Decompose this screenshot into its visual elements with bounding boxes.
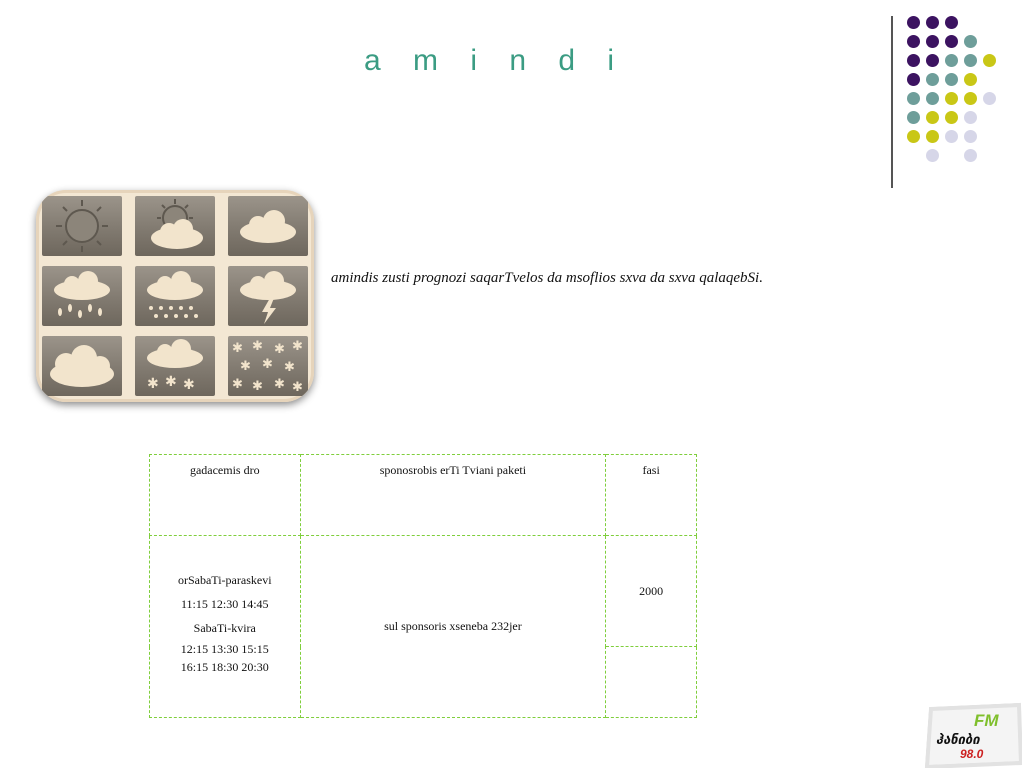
decorative-dot [926, 130, 939, 143]
decorative-dot [926, 111, 939, 124]
svg-text:✱: ✱ [274, 342, 285, 357]
svg-text:✱: ✱ [274, 377, 285, 392]
decorative-dot [926, 149, 939, 162]
svg-text:✱: ✱ [183, 377, 195, 393]
decorative-dot [926, 54, 939, 67]
pricing-table [149, 454, 697, 718]
decorative-dot [926, 73, 939, 86]
header-price: fasi [606, 455, 697, 536]
decorative-dot [945, 16, 958, 29]
svg-text:✱: ✱ [292, 380, 303, 395]
decorative-dot [945, 130, 958, 143]
sponsor-mentions-cell: sul sponsoris xseneba 232jer [300, 536, 606, 718]
decorative-dot [964, 92, 977, 105]
decorative-dot [945, 73, 958, 86]
svg-text:✱: ✱ [284, 360, 295, 375]
decorative-dot [964, 54, 977, 67]
radio-logo [922, 702, 1022, 768]
snowflakes-icon [228, 336, 308, 396]
weather-icons-image [36, 190, 314, 402]
decorative-dot [964, 111, 977, 124]
decorative-dot [907, 16, 920, 29]
svg-text:✱: ✱ [252, 379, 263, 394]
forecast-description: amindis zusti prognozi saqarTvelos da msoflios sxva da sxva qalaqebSi. [331, 270, 763, 286]
decorative-dot [907, 73, 920, 86]
decorative-dot [964, 149, 977, 162]
price-cell: 2000 [606, 536, 697, 647]
decorative-dot [926, 35, 939, 48]
heavy-cloud-icon [42, 336, 122, 396]
sun-cloud-icon [135, 196, 215, 256]
decorative-dot [907, 92, 920, 105]
table-header-row [150, 455, 697, 536]
logo-frequency: 98.0 [960, 747, 984, 761]
svg-text:✱: ✱ [240, 359, 251, 374]
snow-cloud-icon [135, 336, 215, 396]
decorative-dot [907, 111, 920, 124]
decorative-dot [907, 35, 920, 48]
schedule-weekend-label: SabaTi-kvira [193, 621, 256, 635]
rain-cloud-icon [42, 266, 122, 326]
divider-line [891, 16, 893, 188]
decorative-dot [926, 92, 939, 105]
schedule-weekend-times-2: 16:15 18:30 20:30 [180, 660, 269, 674]
decorative-dot [945, 111, 958, 124]
decorative-dot [926, 16, 939, 29]
decorative-dot [907, 130, 920, 143]
svg-text:✱: ✱ [147, 376, 159, 392]
schedule-cell [150, 536, 301, 718]
thunder-cloud-icon [228, 266, 308, 326]
schedule-weekday-times: 11:15 12:30 14:45 [180, 597, 269, 611]
hail-cloud-icon [135, 266, 215, 326]
schedule-weekend-times-1: 12:15 13:30 15:15 [180, 642, 269, 656]
svg-text:✱: ✱ [232, 377, 243, 392]
svg-text:✱: ✱ [252, 339, 263, 354]
decorative-dot [907, 54, 920, 67]
decorative-dot-grid [905, 10, 1015, 170]
decorative-dot [964, 130, 977, 143]
decorative-dot [983, 92, 996, 105]
svg-text:✱: ✱ [262, 357, 273, 372]
decorative-dot [945, 35, 958, 48]
header-broadcast-time: gadacemis dro [150, 455, 301, 536]
logo-brand: FM [974, 711, 999, 730]
decorative-dot [964, 73, 977, 86]
svg-text:✱: ✱ [165, 374, 177, 390]
decorative-dot [964, 35, 977, 48]
decorative-dot [945, 54, 958, 67]
cloud-icon [228, 196, 308, 256]
decorative-dot [945, 92, 958, 105]
sun-icon [42, 196, 122, 256]
table-row [150, 536, 697, 647]
schedule-weekday-label: orSabaTi-paraskevi [177, 573, 272, 587]
slide-title: a m i n d i [363, 44, 627, 77]
empty-cell [606, 647, 697, 718]
logo-name: ჰანიბი [936, 733, 980, 748]
svg-text:✱: ✱ [292, 339, 303, 354]
svg-text:✱: ✱ [232, 341, 243, 356]
decorative-dot [983, 54, 996, 67]
header-sponsorship-package: sponosrobis erTi Tviani paketi [300, 455, 606, 536]
